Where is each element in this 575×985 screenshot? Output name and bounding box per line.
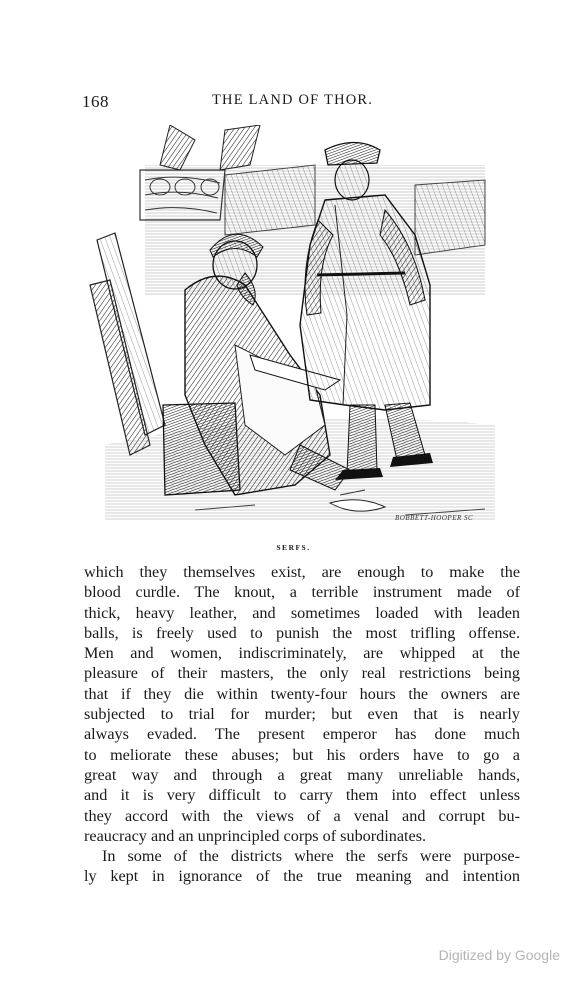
engraver-signature: BOBBETT-HOOPER SC bbox=[395, 514, 474, 522]
watermark: Digitized by Google bbox=[438, 947, 560, 963]
text-line: Men and women, indiscriminately, are whipped at the bbox=[84, 644, 520, 663]
text-line: always evaded. The present emperor has done much bbox=[84, 725, 520, 744]
text-line: ly kept in ignorance of the true meaning and intention bbox=[84, 867, 520, 886]
text-line: great way and through a great many unreliable hands, bbox=[84, 765, 520, 784]
body-text bbox=[84, 562, 520, 887]
running-head: THE LAND OF THOR. bbox=[212, 92, 374, 108]
page-header bbox=[0, 90, 575, 112]
page-number: 168 bbox=[82, 92, 109, 111]
text-line: which they themselves exist, are enough to make the bbox=[84, 563, 520, 581]
text-line: pleasure of their masters, the only real restrictions being bbox=[84, 664, 520, 683]
text-line: to meliorate these abuses; but his orders have to go a bbox=[84, 745, 520, 764]
text-line: balls, is freely used to punish the most trifling offense. bbox=[84, 623, 520, 642]
text-line: subjected to trial for murder; but even that is nearly bbox=[84, 705, 520, 724]
serfs-engraving bbox=[85, 125, 505, 530]
illustration-caption: SERFS. bbox=[276, 543, 311, 552]
text-line: reaucracy and an unprincipled corps of subordinates. bbox=[84, 826, 427, 845]
text-line: that if they die within twenty-four hours the owners are bbox=[84, 684, 520, 703]
text-line: In some of the districts where the serfs were purpose- bbox=[102, 847, 520, 866]
text-line: they accord with the views of a venal and corrupt bu- bbox=[84, 806, 520, 825]
text-line: thick, heavy leather, and sometimes loaded with leaden bbox=[84, 603, 520, 622]
text-line: and it is very difficult to carry them into effect unless bbox=[84, 786, 520, 805]
text-line: blood curdle. The knout, a terrible instrument made of bbox=[84, 583, 520, 602]
